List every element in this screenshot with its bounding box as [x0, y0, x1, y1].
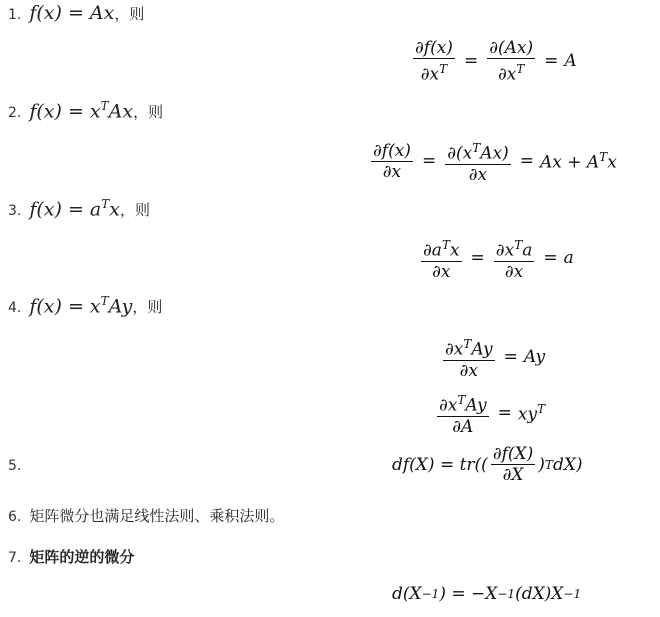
formula-part: ) = −X — [439, 584, 498, 604]
superscript: T — [516, 62, 525, 76]
equation-2 — [368, 138, 617, 185]
superscript: T — [537, 402, 546, 416]
rhs: A — [564, 51, 577, 72]
superscript: T — [514, 238, 523, 252]
formula-part: f(x) = x — [29, 100, 101, 123]
equation-3 — [418, 235, 574, 282]
denominator-text: ∂x — [497, 64, 517, 85]
item-number: 7. — [8, 550, 22, 566]
fraction — [494, 235, 535, 282]
fraction — [487, 38, 535, 85]
superscript: T — [463, 337, 472, 351]
fraction — [413, 38, 455, 85]
denominator: ∂x — [459, 360, 478, 381]
numerator — [494, 235, 535, 261]
equation-1 — [410, 38, 577, 85]
item-3 — [8, 197, 150, 220]
denominator: ∂x — [504, 261, 524, 282]
equals-sign: = — [503, 347, 518, 368]
numerator: ∂f(x) — [415, 38, 453, 58]
rhs-part: xy — [517, 404, 538, 425]
equals-sign: = — [463, 51, 479, 72]
denominator: ∂X — [502, 465, 524, 485]
numerator: ∂f(x) — [373, 140, 411, 161]
equals-sign: = — [470, 248, 485, 269]
superscript: T — [441, 238, 450, 252]
item-6 — [8, 505, 284, 526]
fraction — [371, 141, 413, 182]
numerator-part: ∂x — [439, 395, 458, 416]
item-number: 4. — [8, 300, 22, 317]
rhs — [518, 402, 545, 425]
numerator-part: Ay — [465, 395, 487, 416]
formula-part: df(X) = tr(( — [392, 454, 488, 475]
equation-4a — [440, 334, 545, 381]
superscript: −1 — [497, 587, 516, 601]
equals-sign: = — [543, 248, 558, 269]
formula-part: x — [109, 198, 120, 221]
superscript: T — [472, 141, 481, 155]
item-formula — [29, 294, 132, 317]
item-4 — [8, 294, 162, 317]
rhs — [540, 150, 617, 173]
superscript: T — [439, 62, 448, 76]
numerator-part: ∂a — [423, 240, 442, 261]
fraction — [443, 334, 495, 381]
numerator-part: a — [522, 240, 533, 261]
formula-part: Ay — [108, 295, 133, 318]
item-5 — [8, 458, 29, 474]
item-number: 5. — [8, 458, 22, 474]
item-number: 2. — [8, 105, 22, 122]
numerator — [437, 390, 489, 416]
item-formula — [29, 99, 133, 122]
formula-part: f(x) = a — [29, 198, 102, 221]
numerator — [443, 334, 495, 360]
equation-7 — [392, 584, 581, 604]
rhs: a — [563, 248, 574, 269]
numerator — [445, 138, 511, 164]
superscript: T — [101, 197, 110, 211]
equation-5 — [392, 444, 583, 485]
fraction — [445, 138, 511, 185]
formula-part: ) — [538, 454, 545, 475]
formula-part: dX) — [552, 454, 583, 475]
numerator: ∂(Ax) — [489, 38, 534, 58]
equals-sign: = — [544, 51, 559, 72]
equals-sign: = — [421, 151, 437, 172]
numerator: ∂f(X) — [492, 444, 534, 464]
equals-sign: = — [519, 151, 534, 172]
item-tail: ，则 — [120, 201, 151, 220]
denominator: ∂x — [382, 161, 402, 182]
numerator-part: ∂(x — [447, 143, 473, 164]
fraction — [491, 444, 535, 485]
superscript: T — [457, 393, 466, 407]
equals-sign: = — [497, 403, 512, 424]
formula-part: Ax — [108, 100, 134, 123]
superscript: T — [599, 150, 608, 164]
superscript: −1 — [563, 587, 582, 601]
equation-4b — [434, 390, 545, 437]
superscript: T — [100, 99, 109, 113]
rhs-part: Ax + A — [539, 152, 600, 173]
numerator-part: Ax) — [480, 143, 509, 164]
superscript: T — [100, 294, 109, 308]
formula-part: f(x) = x — [29, 295, 101, 318]
numerator-part: ∂x — [445, 339, 464, 360]
superscript: T — [544, 457, 553, 472]
item-1 — [8, 2, 144, 24]
item-tail: ，则 — [132, 298, 163, 317]
denominator: ∂x — [468, 164, 488, 185]
item-number: 3. — [8, 203, 22, 220]
denominator-text: ∂x — [420, 64, 440, 85]
numerator-part: ∂x — [495, 240, 515, 261]
item-number: 1. — [8, 7, 22, 23]
formula-part: (dX)X — [515, 584, 564, 604]
item-text: 矩阵微分也满足线性法则、乘积法则。 — [29, 507, 285, 525]
denominator — [419, 59, 449, 85]
numerator-part: x — [449, 240, 460, 261]
item-7 — [8, 546, 134, 567]
numerator — [421, 235, 462, 261]
denominator: ∂x — [432, 261, 451, 282]
item-tail: ，则 — [114, 5, 145, 23]
rhs: Ay — [523, 347, 546, 368]
item-formula — [29, 197, 120, 220]
rhs-part: x — [607, 152, 617, 173]
superscript: −1 — [421, 587, 440, 601]
item-text: 矩阵的逆的微分 — [29, 548, 135, 566]
numerator-part: Ay — [471, 339, 493, 360]
item-formula: f(x) = Ax — [29, 2, 115, 24]
item-2 — [8, 99, 163, 122]
denominator: ∂A — [452, 416, 474, 437]
item-number: 6. — [8, 509, 22, 525]
item-tail: ，则 — [133, 103, 164, 122]
denominator — [496, 59, 526, 85]
fraction — [421, 235, 462, 282]
fraction — [437, 390, 489, 437]
formula-part: d(X — [392, 584, 422, 604]
